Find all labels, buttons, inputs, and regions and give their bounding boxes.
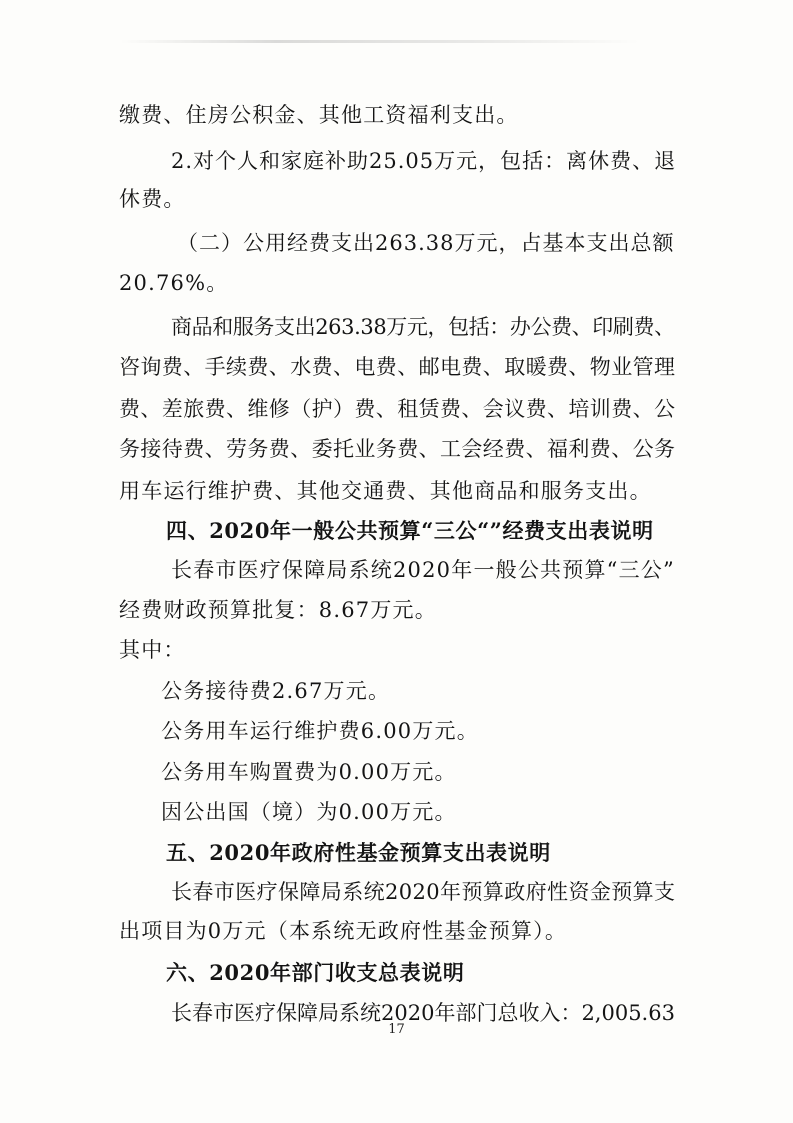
body-line-8: 费、差旅费、维修（护）费、租赁费、会议费、培训费、公 — [119, 397, 676, 421]
body-line-5: 20.76%。 — [119, 271, 229, 295]
body-line-23: 长春市医疗保障局系统2020年部门总收入：2,005.63 — [171, 1001, 675, 1025]
body-line-7: 咨询费、手续费、水费、电费、邮电费、取暖费、物业管理 — [119, 355, 676, 379]
body-line-15: 公务接待费2.67万元。 — [161, 679, 391, 703]
body-line-6: 商品和服务支出263.38万元，包括：办公费、印刷费、 — [171, 315, 675, 339]
body-line-10: 用车运行维护费、其他交通费、其他商品和服务支出。 — [119, 479, 652, 503]
body-line-2: 2.对个人和家庭补助25.05万元，包括：离休费、退 — [171, 149, 677, 173]
section-heading-4: 四、2020年一般公共预算“三公“”经费支出表说明 — [166, 518, 654, 543]
body-line-1: 缴费、住房公积金、其他工资福利支出。 — [119, 103, 519, 127]
body-line-20: 长春市医疗保障局系统2020年预算政府性资金预算支 — [171, 880, 676, 904]
body-line-14: 其中： — [119, 638, 186, 662]
body-line-21: 出项目为0万元（本系统无政府性基金预算）。 — [119, 919, 568, 943]
scan-artifact — [120, 40, 640, 43]
section-heading-6: 六、2020年部门收支总表说明 — [166, 960, 465, 985]
body-line-13: 经费财政预算批复：8.67万元。 — [119, 598, 437, 622]
body-line-4: （二）公用经费支出263.38万元，占基本支出总额 — [177, 231, 675, 255]
body-line-9: 务接待费、劳务费、委托业务费、工会经费、福利费、公务 — [119, 437, 676, 461]
section-heading-5: 五、2020年政府性基金预算支出表说明 — [166, 840, 551, 865]
page-number: 17 — [388, 1022, 405, 1037]
body-line-12: 长春市医疗保障局系统2020年一般公共预算“三公” — [171, 558, 675, 582]
body-line-16: 公务用车运行维护费6.00万元。 — [161, 719, 479, 743]
body-line-17: 公务用车购置费为0.00万元。 — [161, 760, 457, 784]
body-line-3: 休费。 — [119, 187, 186, 211]
body-line-18: 因公出国（境）为0.00万元。 — [161, 800, 457, 824]
